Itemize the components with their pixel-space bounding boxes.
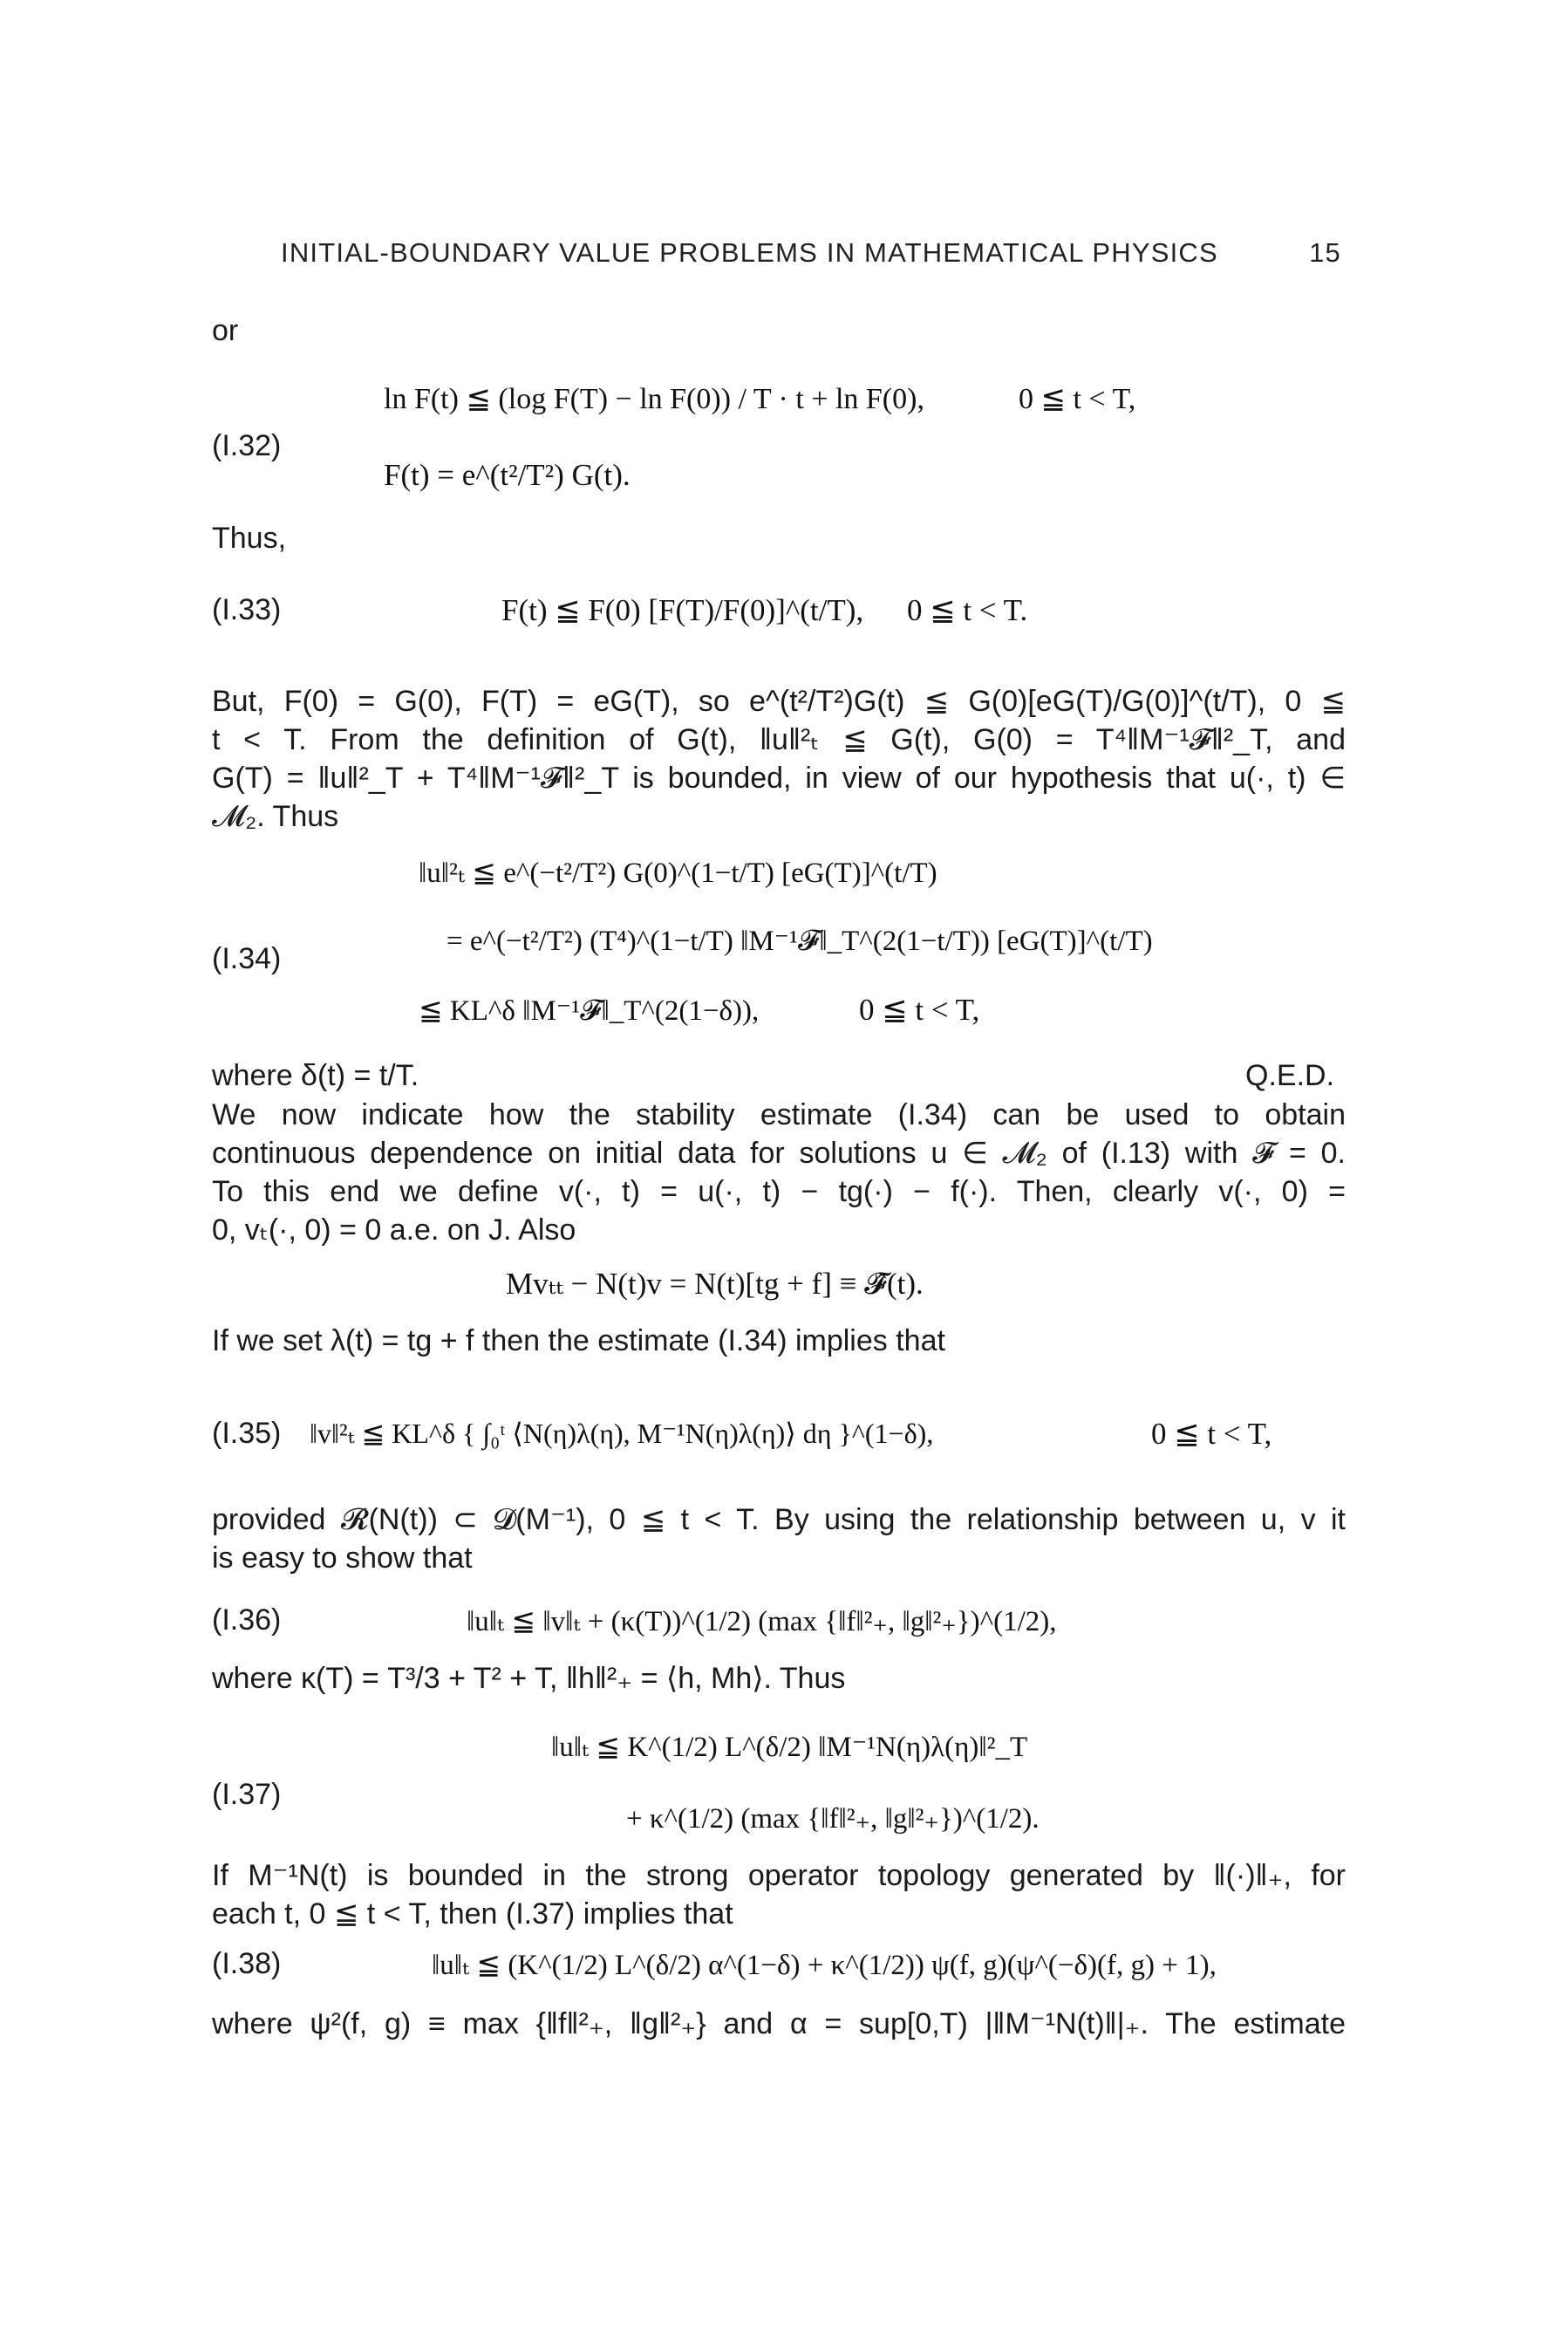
text-line: is easy to show that (212, 1541, 473, 1575)
text-line: where ψ²(f, g) ≡ max {‖f‖²₊, ‖g‖²₊} and α = sup[0,T) |‖M⁻¹N(t)‖|₊. The estimate (212, 2007, 1346, 2040)
text-line: 0, vₜ(·, 0) = 0 a.e. on J. Also (212, 1213, 576, 1247)
equation-line: + κ^(1/2) (max {‖f‖²₊, ‖g‖²₊})^(1/2). (626, 1803, 1040, 1835)
qed: Q.E.D. (1245, 1059, 1335, 1092)
equation-condition: 0 ≦ t < T. (907, 593, 1028, 627)
running-title: INITIAL-BOUNDARY VALUE PROBLEMS IN MATHEMATICAL PHYSICS (281, 237, 1218, 268)
paragraph (212, 1500, 1346, 1577)
equation-line: F(t) = e^(t²/T²) G(t). (384, 458, 631, 492)
text-line: continuous dependence on initial data for solutions u ∈ 𝓜₂ of (I.13) with 𝓕 = 0. (212, 1137, 1346, 1170)
text-line: But, F(0) = G(0), F(T) = eG(T), so e^(t²/T²)G(t) ≦ G(0)[eG(T)/G(0)]^(t/T), 0 ≦ (212, 685, 1346, 718)
equation-line: ‖u‖ₜ ≦ K^(1/2) L^(δ/2) ‖M⁻¹N(η)λ(η)‖²_T (551, 1732, 1028, 1763)
equation-label: (I.37) (212, 1778, 282, 1811)
where-delta: where δ(t) = t/T. (212, 1059, 419, 1092)
equation-label: (I.32) (212, 429, 282, 462)
text-line: where κ(T) = T³/3 + T² + T, ‖h‖²₊ = ⟨h, Mh⟩. Thus (212, 1662, 846, 1695)
equation-label: (I.36) (212, 1603, 282, 1637)
word-or: or (212, 314, 239, 347)
equation-line: = e^(−t²/T²) (T⁴)^(1−t/T) ‖M⁻¹𝓕‖_T^(2(1−t/T)) [eG(T)]^(t/T) (447, 926, 1153, 957)
text-line: If M⁻¹N(t) is bounded in the strong operator topology generated by ‖(·)‖₊, for (212, 1859, 1346, 1892)
equation-line: ln F(t) ≦ (log F(T) − ln F(0)) / T · t + ln F(0), (384, 383, 924, 415)
equation-line: ‖u‖ₜ ≦ (K^(1/2) L^(δ/2) α^(1−δ) + κ^(1/2)) ψ(f, g)(ψ^(−δ)(f, g) + 1), (432, 1950, 1217, 1981)
paragraph (212, 682, 1346, 836)
equation-label: (I.38) (212, 1947, 282, 1980)
text-line: G(T) = ‖u‖²_T + T⁴‖M⁻¹𝓕‖²_T is bounded, in view of our hypothesis that u(·, t) ∈ (212, 762, 1346, 795)
equation-line: F(t) ≦ F(0) [F(T)/F(0)]^(t/T), (501, 593, 864, 627)
equation-label: (I.34) (212, 942, 282, 975)
text-line: each t, 0 ≦ t < T, then (I.37) implies that (212, 1897, 733, 1931)
equation-line: ≦ KL^δ ‖M⁻¹𝓕‖_T^(2(1−δ)), (419, 995, 760, 1027)
text-line: t < T. From the definition of G(t), ‖u‖²ₜ ≦ G(t), G(0) = T⁴‖M⁻¹𝓕‖²_T, and (212, 723, 1346, 756)
paragraph (212, 2005, 1346, 2043)
word-thus: Thus, (212, 522, 287, 555)
equation-condition: 0 ≦ t < T, (1151, 1417, 1272, 1451)
equation-condition: 0 ≦ t < T, (859, 993, 980, 1027)
equation-line: Mvₜₜ − N(t)v = N(t)[tg + f] ≡ 𝓕̂(t). (506, 1267, 924, 1301)
running-header (281, 237, 1341, 269)
text-line: If we set λ(t) = tg + f then the estimate (I.34) implies that (212, 1324, 945, 1357)
text-line: To this end we define v(·, t) = u(·, t) − tg(·) − f(·). Then, clearly v(·, 0) = (212, 1175, 1346, 1208)
equation-label: (I.33) (212, 593, 282, 626)
paragraph (212, 1096, 1346, 1249)
text-line: We now indicate how the stability estimate (I.34) can be used to obtain (212, 1098, 1346, 1131)
equation-line: ‖v‖²ₜ ≦ KL^δ { ∫₀ᵗ ⟨N(η)λ(η), M⁻¹N(η)λ(η)⟩ dη }^(1−δ), (310, 1418, 934, 1449)
text-line: provided 𝓡(N(t)) ⊂ 𝓓(M⁻¹), 0 ≦ t < T. By using the relationship between u, v it (212, 1503, 1346, 1536)
paragraph (212, 1856, 1346, 1933)
equation-condition: 0 ≦ t < T, (1019, 383, 1136, 415)
equation-line: ‖u‖²ₜ ≦ e^(−t²/T²) G(0)^(1−t/T) [eG(T)]^(t/T) (419, 858, 937, 889)
equation-line: ‖u‖ₜ ≦ ‖v‖ₜ + (κ(T))^(1/2) (max {‖f‖²₊, ‖g‖²₊})^(1/2), (467, 1606, 1057, 1637)
text-line: 𝓜₂. Thus (212, 800, 339, 833)
equation-label: (I.35) (212, 1417, 282, 1450)
page-number: 15 (1309, 237, 1341, 268)
